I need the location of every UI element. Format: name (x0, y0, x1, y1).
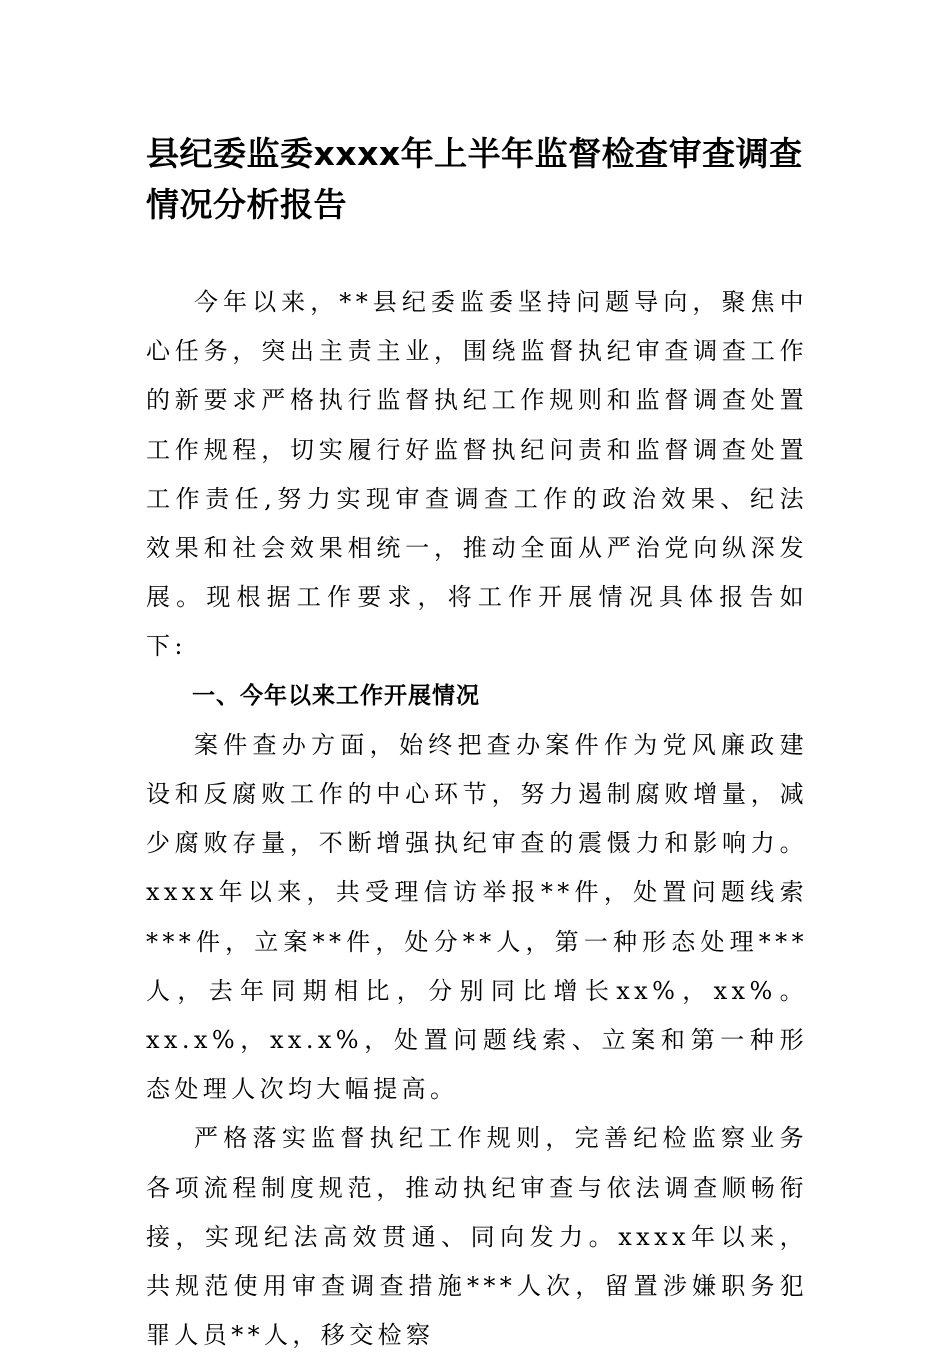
case-handling-paragraph: 案件查办方面，始终把查办案件作为党风廉政建设和反腐败工作的中心环节，努力遏制腐败增量，减少腐败存量，不断增强执纪审查的震慑力和影响力。xxxx年以来，共受理信访举报**件，处置问题线索***件，立案**件，处分**人，第一种形态处理***人，去年同期相比，分别同比增长xx%，xx%。xx.x%，xx.x%，处置问题线索、立案和第一种形态处理人次均大幅提高。 (146, 730, 808, 1104)
document-title: 县纪委监委xxxx年上半年监督检查审查调查情况分析报告 (146, 134, 803, 224)
document-body (146, 278, 808, 1360)
regulation-paragraph: 严格落实监督执纪工作规则，完善纪检监察业务各项流程制度规范，推动执纪审查与依法调查顺畅衔接，实现纪法高效贯通、同向发力。xxxx年以来，共规范使用审查调查措施***人次，留置涉嫌职务犯罪人员**人，移交检察 (146, 1124, 808, 1350)
intro-paragraph: 今年以来，**县纪委监委坚持问题导向，聚焦中心任务，突出主责主业，围绕监督执纪审查调查工作的新要求严格执行监督执纪工作规则和监督调查处置工作规程，切实履行好监督执纪问责和监督调查处置工作责任,努力实现审查调查工作的政治效果、纪法效果和社会效果相统一，推动全面从严治党向纵深发展。现根据工作要求，将工作开展情况具体报告如下: (146, 288, 808, 661)
section-heading: 一、今年以来工作开展情况 (192, 682, 480, 709)
